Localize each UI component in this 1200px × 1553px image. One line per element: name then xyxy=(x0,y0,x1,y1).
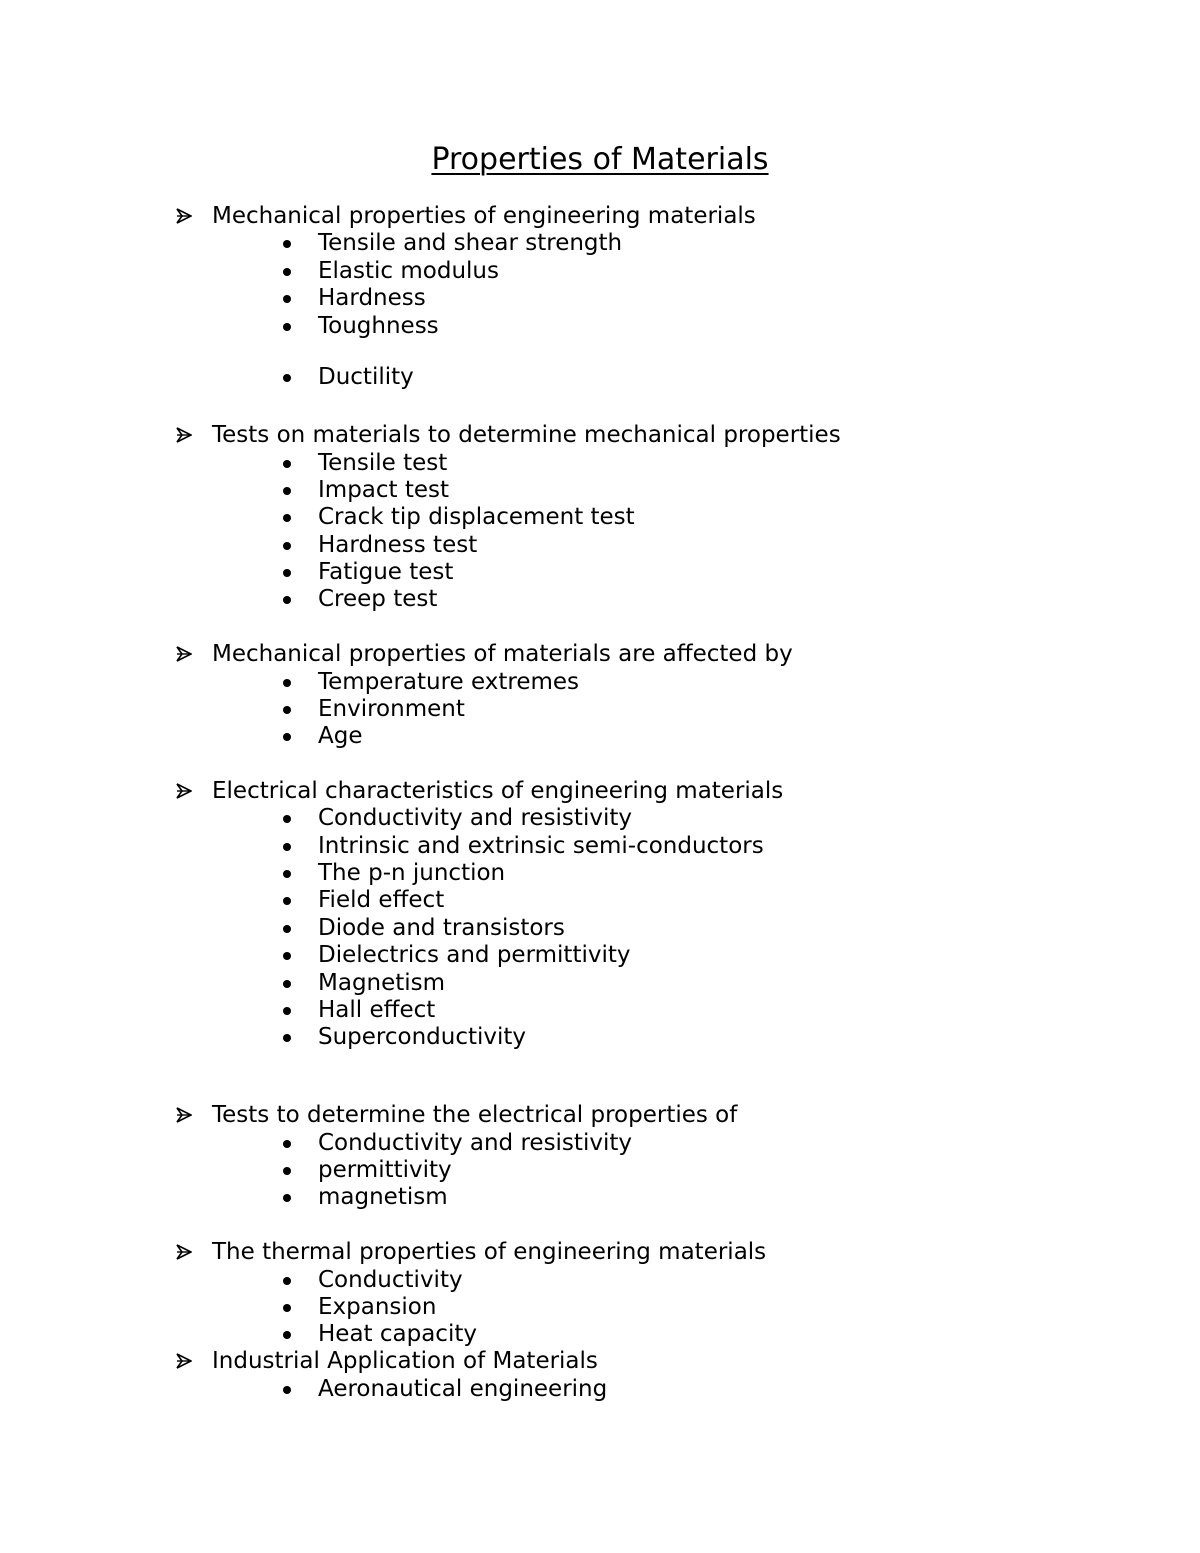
list-item: Environment xyxy=(318,696,465,722)
bullet-dot-icon xyxy=(282,914,292,942)
list-item: Temperature extremes xyxy=(318,669,580,695)
arrow-bullet-icon xyxy=(176,1101,196,1129)
list-item: Crack tip displacement test xyxy=(318,504,635,530)
section-heading: Tests to determine the electrical properties of xyxy=(212,1102,738,1128)
section-heading: The thermal properties of engineering materials xyxy=(212,1239,767,1265)
arrow-bullet-icon xyxy=(176,421,196,449)
list-item: Ductility xyxy=(318,364,414,390)
bullet-dot-icon xyxy=(282,996,292,1024)
bullet-dot-icon xyxy=(282,1266,292,1294)
list-item: Magnetism xyxy=(318,970,446,996)
bullet-dot-icon xyxy=(282,229,292,257)
bullet-dot-icon xyxy=(282,668,292,696)
list-item: Dielectrics and permittivity xyxy=(318,942,631,968)
list-item: Creep test xyxy=(318,586,438,612)
bullet-dot-icon xyxy=(282,1375,292,1403)
list-item: Elastic modulus xyxy=(318,258,499,284)
list-item: Field effect xyxy=(318,887,445,913)
list-item: Diode and transistors xyxy=(318,915,565,941)
bullet-dot-icon xyxy=(282,363,292,391)
list-item: Tensile and shear strength xyxy=(318,230,623,256)
section-heading: Electrical characteristics of engineering materials xyxy=(212,778,784,804)
list-item: Hall effect xyxy=(318,997,436,1023)
list-item: Superconductivity xyxy=(318,1024,527,1050)
list-item: Conductivity and resistivity xyxy=(318,1130,632,1156)
list-item: magnetism xyxy=(318,1184,448,1210)
bullet-dot-icon xyxy=(282,1156,292,1184)
list-item: Intrinsic and extrinsic semi-conductors xyxy=(318,833,764,859)
bullet-dot-icon xyxy=(282,695,292,723)
bullet-dot-icon xyxy=(282,1129,292,1157)
bullet-dot-icon xyxy=(282,449,292,477)
list-item: Age xyxy=(318,723,363,749)
section-heading: Mechanical properties of materials are affected by xyxy=(212,641,793,667)
list-item: Expansion xyxy=(318,1294,437,1320)
bullet-dot-icon xyxy=(282,284,292,312)
list-item: Impact test xyxy=(318,477,450,503)
list-item: Hardness xyxy=(318,285,426,311)
list-item: Heat capacity xyxy=(318,1321,477,1347)
bullet-dot-icon xyxy=(282,312,292,340)
arrow-bullet-icon xyxy=(176,1347,196,1375)
bullet-dot-icon xyxy=(282,941,292,969)
list-item: Toughness xyxy=(318,313,439,339)
section-heading: Industrial Application of Materials xyxy=(212,1348,598,1374)
bullet-dot-icon xyxy=(282,969,292,997)
list-item: Aeronautical engineering xyxy=(318,1376,608,1402)
list-item: Conductivity xyxy=(318,1267,463,1293)
bullet-dot-icon xyxy=(282,1023,292,1051)
list-item: Tensile test xyxy=(318,450,448,476)
arrow-bullet-icon xyxy=(176,1238,196,1266)
list-item: The p-n junction xyxy=(318,860,506,886)
list-item: Hardness test xyxy=(318,532,478,558)
bullet-dot-icon xyxy=(282,531,292,559)
bullet-dot-icon xyxy=(282,804,292,832)
bullet-dot-icon xyxy=(282,722,292,750)
bullet-dot-icon xyxy=(282,558,292,586)
bullet-dot-icon xyxy=(282,1183,292,1211)
arrow-bullet-icon xyxy=(176,777,196,805)
arrow-bullet-icon xyxy=(176,202,196,230)
section-heading: Mechanical properties of engineering materials xyxy=(212,203,756,229)
bullet-dot-icon xyxy=(282,503,292,531)
list-item: Conductivity and resistivity xyxy=(318,805,632,831)
bullet-dot-icon xyxy=(282,257,292,285)
bullet-dot-icon xyxy=(282,832,292,860)
section-heading: Tests on materials to determine mechanical properties xyxy=(212,422,841,448)
arrow-bullet-icon xyxy=(176,640,196,668)
bullet-dot-icon xyxy=(282,585,292,613)
bullet-dot-icon xyxy=(282,886,292,914)
bullet-dot-icon xyxy=(282,476,292,504)
list-item: permittivity xyxy=(318,1157,452,1183)
document-title: Properties of Materials xyxy=(431,142,769,177)
bullet-dot-icon xyxy=(282,1293,292,1321)
list-item: Fatigue test xyxy=(318,559,454,585)
bullet-dot-icon xyxy=(282,859,292,887)
bullet-dot-icon xyxy=(282,1320,292,1348)
